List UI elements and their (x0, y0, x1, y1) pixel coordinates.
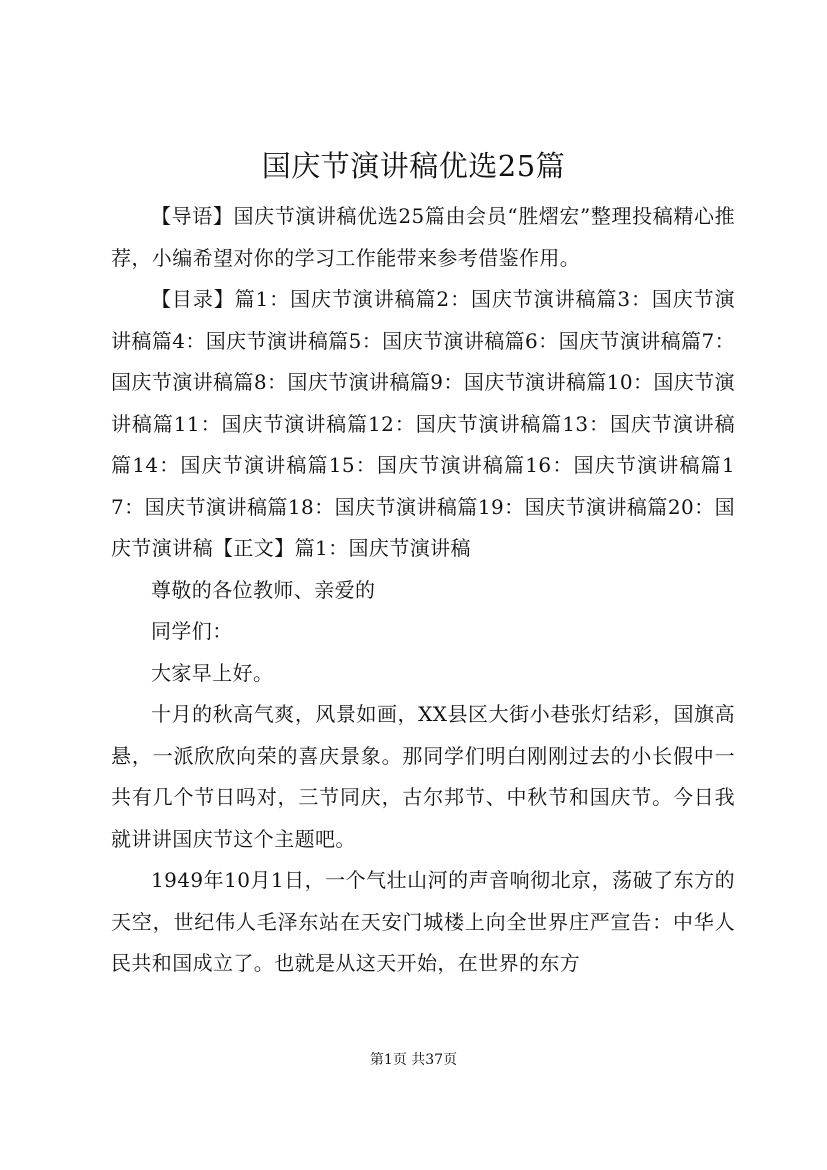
salutation-line: 同学们： (151, 619, 233, 643)
intro-paragraph: 【导语】国庆节演讲稿优选25篇由会员“胜熠宏”整理投稿精心推荐，小编希望对你的学习工作能带来参考借鉴作用。 (111, 204, 735, 270)
salutation-line: 尊敬的各位教师、亲爱的 (151, 577, 376, 602)
page-number-footer: 第1页 共37页 (369, 1052, 458, 1068)
document-title: 国庆节演讲稿优选25篇 (261, 149, 566, 183)
greeting-line: 大家早上好。 (151, 660, 274, 685)
document-body (111, 196, 735, 985)
body-paragraph: 十月的秋高气爽，风景如画，XX县区大街小巷张灯结彩，国旗高悬，一派欣欣向荣的喜庆景象。那同学们明白刚刚过去的小长假中一共有几个节日吗对，三节同庆，古尔邦节、中秋节和国庆节。今日我就讲讲国庆节这个主题吧。 (111, 702, 735, 851)
body-paragraph: 1949年10月1日，一个气壮山河的声音响彻北京，荡破了东方的天空，世纪伟人毛泽东站在天安门城楼上向全世界庄严宣告：中华人民共和国成立了。也就是从这天开始，在世界的东方 (111, 868, 735, 975)
toc-paragraph: 【目录】篇1：国庆节演讲稿篇2：国庆节演讲稿篇3：国庆节演讲稿篇4：国庆节演讲稿篇5：国庆节演讲稿篇6：国庆节演讲稿篇7：国庆节演讲稿篇8：国庆节演讲稿篇9：国庆节演讲稿篇10：国庆节演讲稿篇11：国庆节演讲稿篇12：国庆节演讲稿篇13：国庆节演讲稿篇14：国庆节演讲稿篇15：国庆节演讲稿篇16：国庆节演讲稿篇17：国庆节演讲稿篇18：国庆节演讲稿篇19：国庆节演讲稿篇20：国庆节演讲稿【正文】篇1：国庆节演讲稿 (111, 287, 735, 560)
